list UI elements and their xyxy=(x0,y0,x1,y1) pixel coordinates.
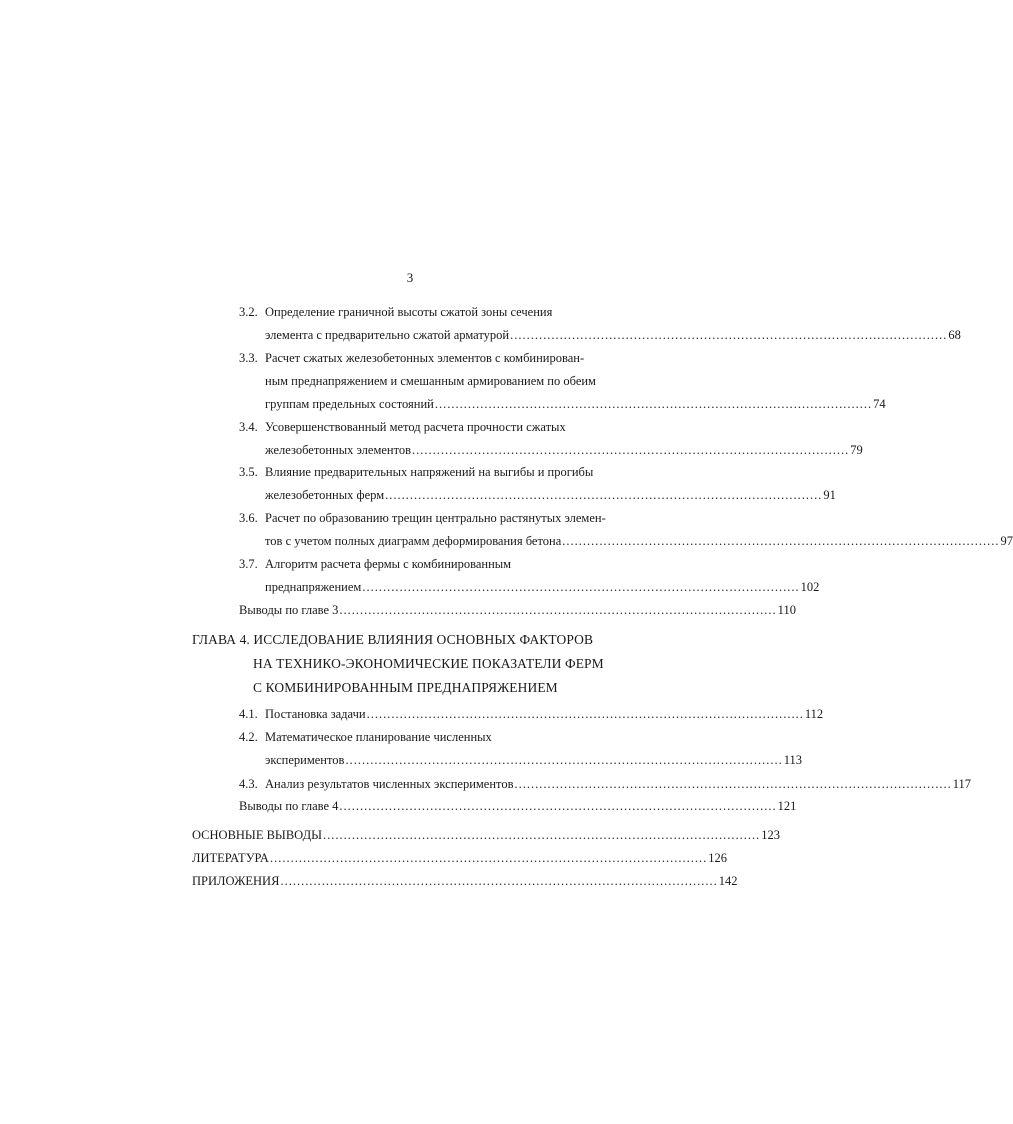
toc-entry-3-7-line-2[interactable] xyxy=(265,579,820,595)
toc-entry-3-7-page: 102 xyxy=(800,580,820,594)
dot-leader: .......................................................................................................... xyxy=(510,328,948,342)
toc-entry-3-3-number: 3.3. xyxy=(239,351,258,365)
toc-conclusions-ch3-page: 110 xyxy=(777,603,796,617)
toc-entry-3-2-line-2[interactable] xyxy=(265,327,961,343)
toc-main-conclusions-title: ОСНОВНЫЕ ВЫВОДЫ xyxy=(192,828,323,842)
toc-entry-3-7-line-1: Алгоритм расчета фермы с комбинированным xyxy=(265,557,512,571)
toc-entry-3-6-page: 97 xyxy=(1000,534,1013,548)
toc-entry-3-3-line-3[interactable] xyxy=(265,396,886,412)
dot-leader: .......................................................................................................... xyxy=(345,753,783,767)
toc-entry-3-6-number: 3.6. xyxy=(239,511,258,525)
toc-entry-3-6-line-2[interactable] xyxy=(265,533,1013,549)
chapter-4-heading-line-1[interactable]: ГЛАВА 4. ИССЛЕДОВАНИЕ ВЛИЯНИЯ ОСНОВНЫХ ФАКТОРОВ xyxy=(192,632,594,647)
toc-entry-4-2-page: 113 xyxy=(783,753,802,767)
toc-entry-4-1-line-1[interactable] xyxy=(265,706,824,722)
toc-appendices-title: ПРИЛОЖЕНИЯ xyxy=(192,874,280,888)
dot-leader: .......................................................................................................... xyxy=(562,534,1000,548)
toc-entry-4-2-line-1: Математическое планирование численных xyxy=(265,730,492,744)
page-number: 3 xyxy=(406,270,414,285)
toc-conclusions-ch4-title: Выводы по главе 4 xyxy=(239,799,339,813)
toc-main-conclusions-page: 123 xyxy=(761,828,781,842)
toc-entry-3-2-line-1: Определение граничной высоты сжатой зоны сечения xyxy=(265,305,553,319)
dot-leader: .......................................................................................................... xyxy=(339,799,777,813)
toc-entry-4-1-page: 112 xyxy=(804,707,824,721)
dot-leader: .......................................................................................................... xyxy=(269,851,708,865)
dot-leader: .......................................................................................................... xyxy=(412,443,850,457)
toc-appendices[interactable] xyxy=(192,873,738,889)
dot-leader: .......................................................................................................... xyxy=(434,397,873,411)
toc-conclusions-ch4-page: 121 xyxy=(777,799,797,813)
toc-entry-4-3-line-1[interactable] xyxy=(265,776,972,792)
toc-entry-3-5-title: железобетонных ферм xyxy=(265,488,385,502)
toc-literature[interactable] xyxy=(192,850,727,866)
toc-entry-4-1-title: Постановка задачи xyxy=(265,707,366,721)
toc-conclusions-ch3-title: Выводы по главе 3 xyxy=(239,603,339,617)
toc-entry-4-1-number: 4.1. xyxy=(239,707,258,721)
chapter-4-heading-line-2: НА ТЕХНИКО-ЭКОНОМИЧЕСКИЕ ПОКАЗАТЕЛИ ФЕРМ xyxy=(253,656,604,671)
dot-leader: .......................................................................................................... xyxy=(362,580,800,594)
dot-leader: .......................................................................................................... xyxy=(385,488,823,502)
toc-entry-3-3-page: 74 xyxy=(873,397,886,411)
toc-entry-3-4-line-2[interactable] xyxy=(265,442,863,458)
toc-appendices-page: 142 xyxy=(718,874,738,888)
toc-entry-4-3-page: 117 xyxy=(952,777,972,791)
toc-entry-3-7-title: преднапряжением xyxy=(265,580,362,594)
chapter-4-heading-line-3: С КОМБИНИРОВАННЫМ ПРЕДНАПРЯЖЕНИЕМ xyxy=(253,680,558,695)
toc-entry-3-5-line-2[interactable] xyxy=(265,487,836,503)
toc-entry-4-3-title: Анализ результатов численных экспериментов xyxy=(265,777,514,791)
dot-leader: .......................................................................................................... xyxy=(339,603,777,617)
toc-entry-3-5-line-1: Влияние предварительных напряжений на выгибы и прогибы xyxy=(265,465,594,479)
toc-entry-3-4-number: 3.4. xyxy=(239,420,258,434)
dot-leader: .......................................................................................................... xyxy=(280,874,718,888)
toc-literature-title: ЛИТЕРАТУРА xyxy=(192,851,269,865)
toc-entry-3-3-line-1: Расчет сжатых железобетонных элементов с комбинирован- xyxy=(265,351,585,365)
toc-entry-4-3-number: 4.3. xyxy=(239,777,258,791)
toc-literature-page: 126 xyxy=(708,851,727,865)
toc-entry-3-6-title: тов с учетом полных диаграмм деформирования бетона xyxy=(265,534,562,548)
toc-entry-4-2-line-2[interactable] xyxy=(265,752,802,768)
toc-entry-4-2-number: 4.2. xyxy=(239,730,258,744)
toc-conclusions-ch4[interactable] xyxy=(239,798,797,814)
toc-entry-3-2-page: 68 xyxy=(948,328,961,342)
toc-conclusions-ch3[interactable] xyxy=(239,602,796,618)
toc-entry-3-5-page: 91 xyxy=(823,488,836,502)
toc-entry-4-2-title: экспериментов xyxy=(265,753,345,767)
dot-leader: .......................................................................................................... xyxy=(323,828,761,842)
dot-leader: .......................................................................................................... xyxy=(514,777,952,791)
toc-entry-3-3-line-2: ным преднапряжением и смешанным армированием по обеим xyxy=(265,374,596,388)
toc-entry-3-4-title: железобетонных элементов xyxy=(265,443,412,457)
toc-main-conclusions[interactable] xyxy=(192,827,781,843)
toc-entry-3-6-line-1: Расчет по образованию трещин центрально растянутых элемен- xyxy=(265,511,606,525)
toc-entry-3-4-page: 79 xyxy=(850,443,863,457)
toc-entry-3-5-number: 3.5. xyxy=(239,465,258,479)
dot-leader: .......................................................................................................... xyxy=(366,707,804,721)
toc-entry-3-2-number: 3.2. xyxy=(239,305,258,319)
toc-entry-3-2-title: элемента с предварительно сжатой арматурой xyxy=(265,328,510,342)
toc-entry-3-4-line-1: Усовершенствованный метод расчета прочности сжатых xyxy=(265,420,566,434)
toc-entry-3-3-title: группам предельных состояний xyxy=(265,397,434,411)
toc-entry-3-7-number: 3.7. xyxy=(239,557,258,571)
